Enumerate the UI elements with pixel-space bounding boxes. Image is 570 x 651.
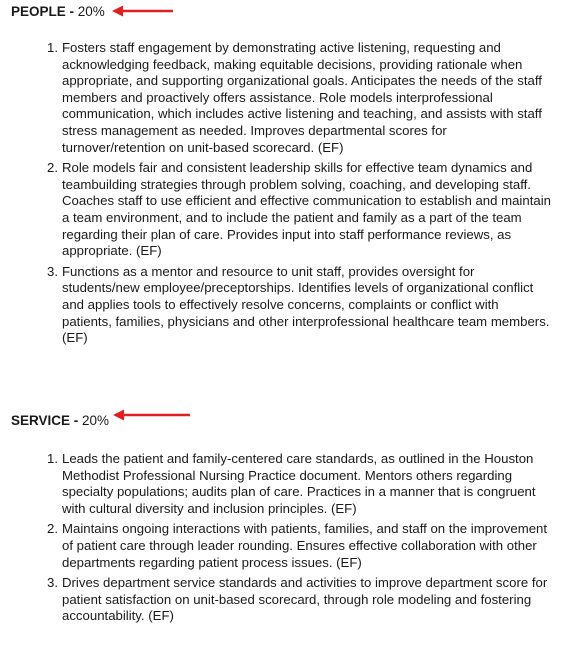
item-text: Maintains ongoing interactions with patients, families, and staff on the improvement of patient care through leader rounding. Ensures effective collaboration with other departments regarding patient process issues. (EF) bbox=[62, 521, 548, 570]
list-item bbox=[0, 575, 570, 625]
item-number: 1. bbox=[47, 40, 58, 55]
item-number: 3. bbox=[47, 575, 58, 591]
item-text: Fosters staff engagement by demonstrating active listening, requesting and acknowledging feedback, making equitable decisions, providing rationale when appropriate, and supporting organizational goals. Anticipates the needs of the staff members and proactively offers assistance. Role models interprofessional communication, which includes active listening and teaching, and assists with staff stress management as needed. Improves departmental scores for turnover/retention on unit-based scorecard. (EF) bbox=[62, 40, 542, 155]
section-title: SERVICE bbox=[11, 413, 71, 428]
item-text: Drives department service standards and activities to improve department score for patient satisfaction on unit-based scorecard, through role modeling and fostering accountability. (EF) bbox=[62, 575, 548, 624]
item-text: Leads the patient and family-centered care standards, as outlined in the Houston Methodist Professional Nursing Practice document. Mentors others regarding specialty populations; audits plan of care. Practices in a manner that is congruent with cultural diversity and inclusion principles. (EF) bbox=[62, 451, 536, 516]
section-separator: - bbox=[70, 413, 83, 428]
item-number: 2. bbox=[47, 521, 58, 537]
section-percent: 20% bbox=[82, 413, 110, 428]
service-item-list bbox=[0, 451, 570, 629]
section-separator: - bbox=[65, 4, 78, 19]
item-text: Functions as a mentor and resource to unit staff, provides oversight for students/new employee/preceptorships. Identifies levels of organizational conflict and applies tools to effectively resolve concerns, complaints or conflict with patients, families, physicians and other interprofessional healthcare team members. (EF) bbox=[62, 263, 550, 346]
item-number: 1. bbox=[47, 451, 58, 466]
section-heading-service bbox=[11, 412, 109, 430]
list-item bbox=[0, 40, 570, 156]
item-text: Role models fair and consistent leadership skills for effective team dynamics and teambuilding strategies through problem solving, coaching, and developing staff. Coaches staff to use efficient and effective communication to establish and maintain a team environment, and to include the patient and family as a part of the team regarding their plan of care. Provides input into staff performance reviews, as appropriate. (EF) bbox=[62, 160, 551, 259]
arrow-left-icon bbox=[112, 5, 174, 17]
item-number: 3. bbox=[47, 263, 58, 279]
people-item-list bbox=[0, 40, 570, 351]
arrow-left-icon bbox=[113, 409, 191, 421]
list-item bbox=[0, 264, 570, 347]
list-item bbox=[0, 160, 570, 260]
section-title: PEOPLE bbox=[11, 4, 66, 19]
list-item bbox=[0, 451, 570, 517]
item-number: 2. bbox=[47, 160, 58, 176]
section-percent: 20% bbox=[77, 4, 105, 19]
list-item bbox=[0, 521, 570, 571]
section-heading-people bbox=[11, 3, 105, 21]
